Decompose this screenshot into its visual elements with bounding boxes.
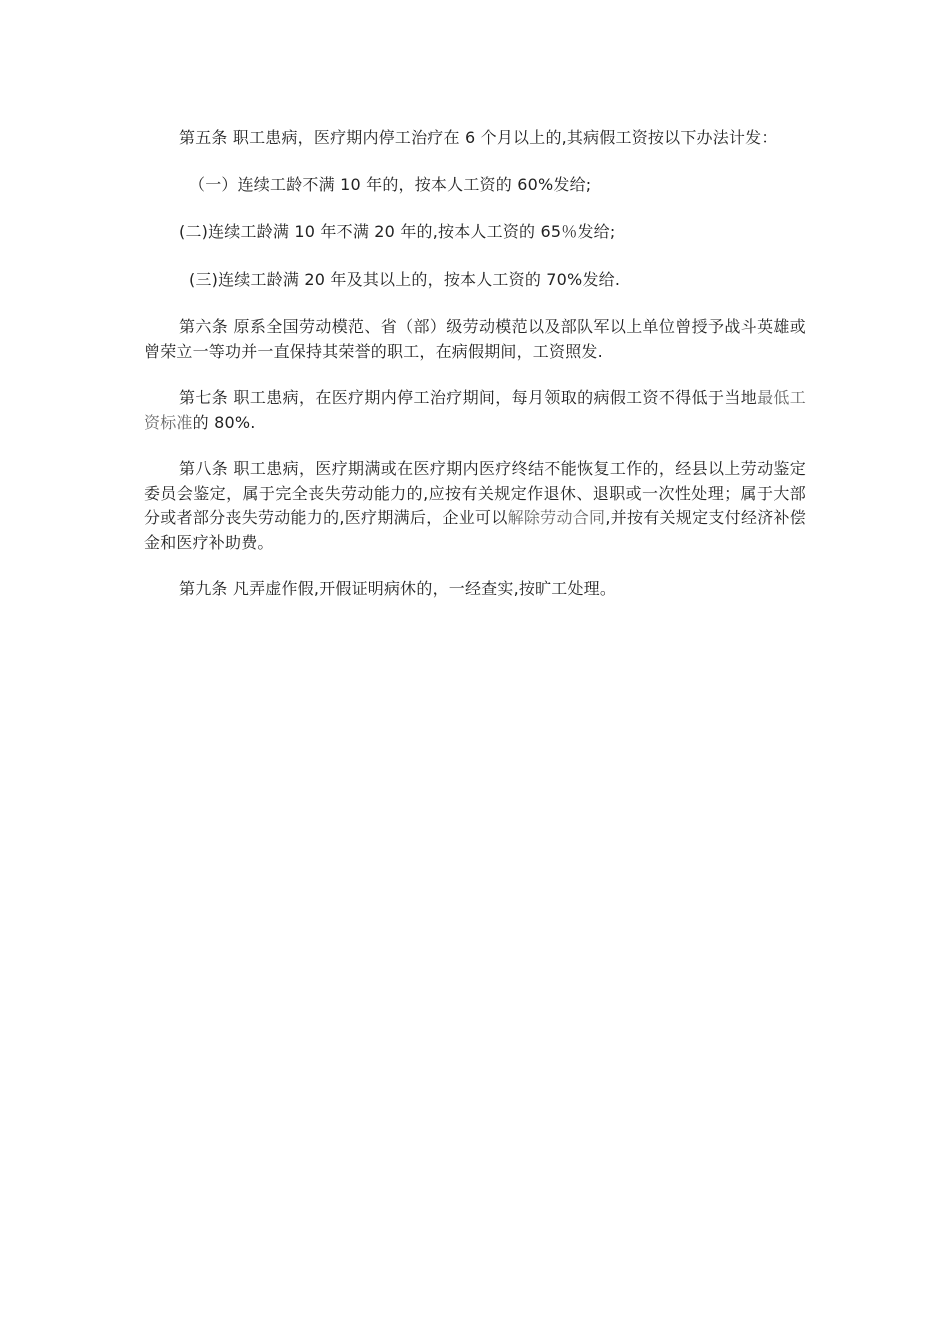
article-7-text-before: 第七条 职工患病，在医疗期内停工治疗期间，每月领取的病假工资不得低于当地 — [179, 388, 758, 407]
article-6-text: 第六条 原系全国劳动模范、省（部）级劳动模范以及部队军以上单位曾授予战斗英雄或曾荣立一等功并一直保持其荣誉的职工，在病假期间，工资照发. — [144, 317, 806, 361]
article-5 — [144, 126, 806, 151]
terminate-labor-contract-link[interactable]: 解除劳动合同 — [507, 508, 606, 527]
article-5-item-3 — [144, 268, 806, 293]
article-6 — [144, 315, 806, 364]
article-5-item-3-text: (三)连续工龄满 20 年及其以上的，按本人工资的 70%发给. — [189, 269, 621, 289]
article-8 — [144, 457, 806, 555]
article-9 — [144, 577, 806, 602]
minimum-wage-standard-link[interactable]: 最低工资标准 — [144, 388, 806, 432]
article-5-item-1-text: （一）连续工龄不满 10 年的，按本人工资的 60%发给; — [189, 174, 592, 194]
article-8-text-after: ,并按有关规定支付经济补偿金和医疗补助费。 — [144, 508, 807, 552]
article-8-text-before: 第八条 职工患病，医疗期满或在医疗期内医疗终结不能恢复工作的，经县以上劳动鉴定委员会鉴定，属于完全丧失劳动能力的,应按有关规定作退休、退职或一次性处理；属于大部分或者部分丧失劳动能力的,医疗期满后，企业可以 — [144, 459, 806, 527]
document-body — [144, 126, 806, 624]
article-7 — [144, 386, 806, 435]
article-5-text: 第五条 职工患病，医疗期内停工治疗在 6 个月以上的,其病假工资按以下办法计发： — [179, 128, 778, 147]
article-5-item-2 — [144, 220, 806, 245]
article-5-item-2-text: (二)连续工龄满 10 年不满 20 年的,按本人工资的 65％发给; — [179, 222, 616, 241]
article-7-text-after: 的 80%. — [192, 412, 256, 432]
article-9-text: 第九条 凡弄虚作假,开假证明病休的，一经查实,按旷工处理。 — [179, 579, 617, 598]
article-5-item-1 — [144, 173, 806, 198]
